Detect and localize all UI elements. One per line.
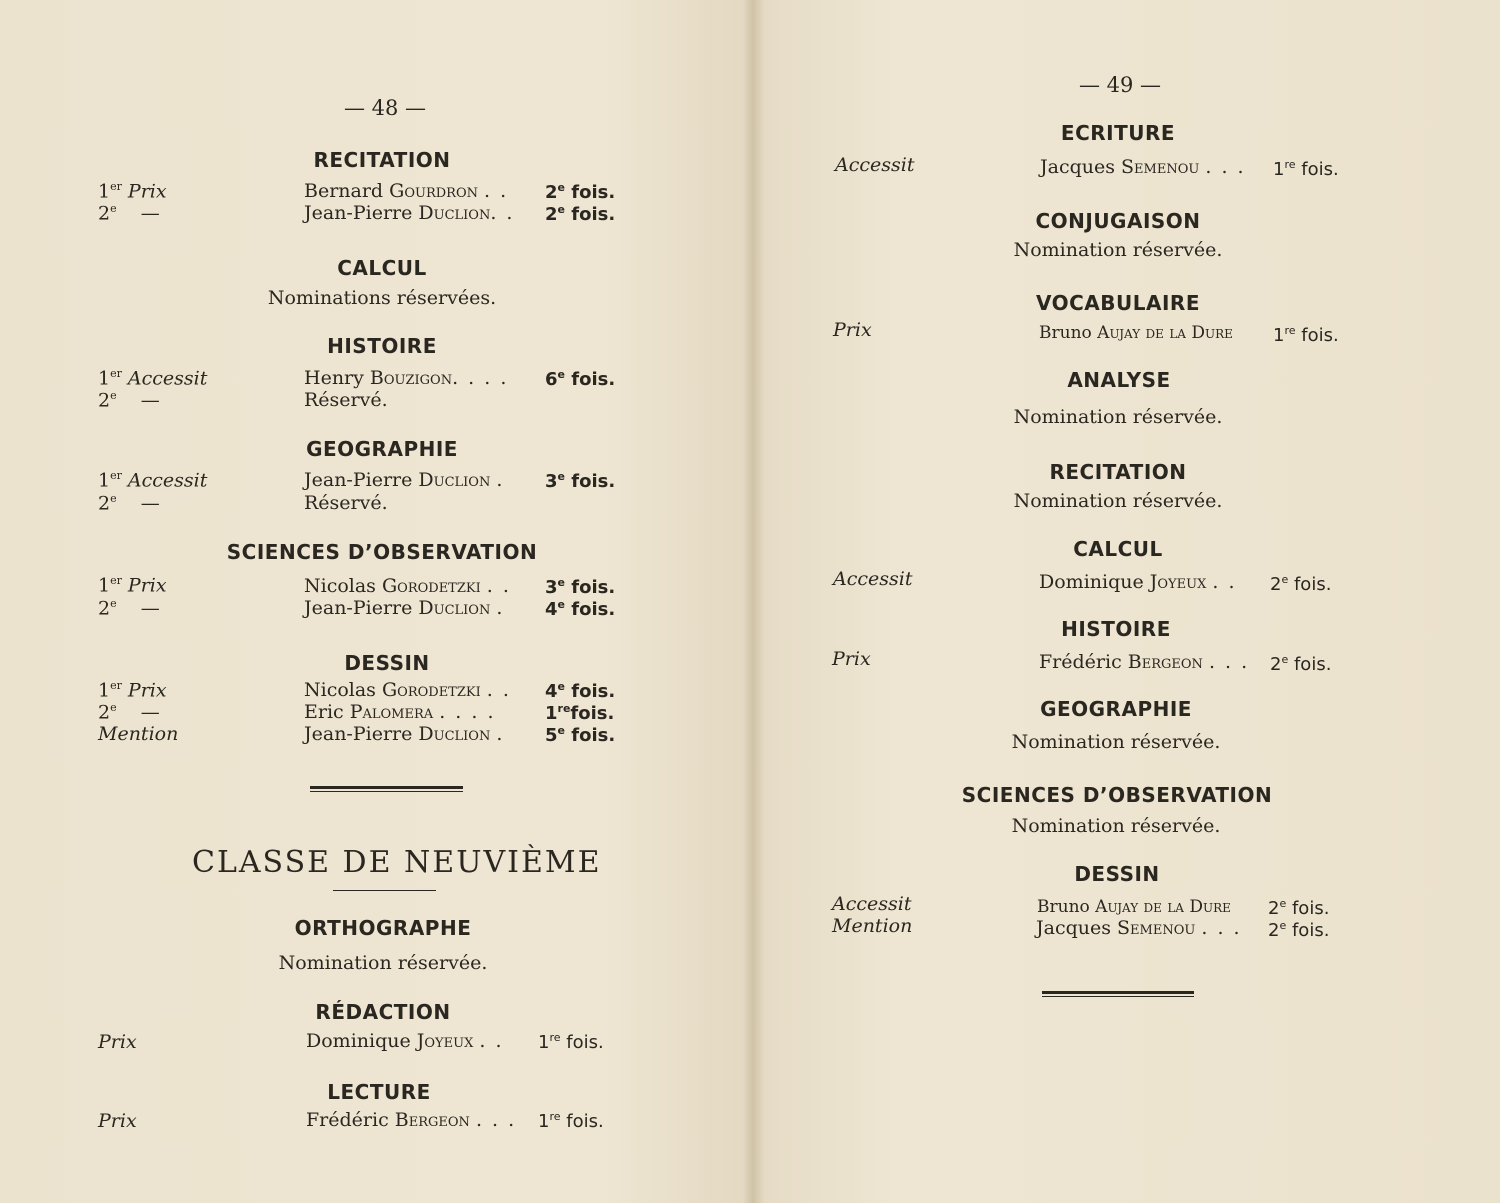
section-heading-calcul: CALCUL <box>337 256 427 280</box>
award-label: 1er Prix <box>98 679 167 702</box>
section-note: Nomination réservée. <box>278 952 488 974</box>
section-divider <box>1042 991 1194 997</box>
section-heading-sciences: SCIENCES D’OBSERVATION <box>961 783 1273 807</box>
laureate-name: Jean-Pierre Duclion . <box>304 469 505 491</box>
title-underline <box>333 890 436 891</box>
section-heading-lecture: LECTURE <box>327 1080 431 1104</box>
award-count: 1re fois. <box>1273 324 1339 346</box>
laureate-name: Jean-Pierre Duclion . <box>304 597 505 619</box>
award-label: 2e — <box>98 597 160 620</box>
laureate-name: Bernard Gourdron . . <box>304 180 509 202</box>
award-count: 4e fois. <box>545 680 616 702</box>
section-heading-conjugaison: CONJUGAISON <box>1035 209 1201 233</box>
section-heading-geographie: GEOGRAPHIE <box>306 437 458 461</box>
award-label: Prix <box>98 1110 137 1132</box>
section-heading-recitation: RECITATION <box>1049 460 1187 484</box>
award-count: 6e fois. <box>545 368 616 390</box>
section-heading-geographie: GEOGRAPHIE <box>1040 697 1192 721</box>
award-label: Mention <box>98 723 179 745</box>
award-label: Prix <box>98 1031 137 1053</box>
award-count: 5e fois. <box>545 724 616 746</box>
award-label: Accessit <box>835 154 915 176</box>
section-heading-redaction: RÉDACTION <box>315 1000 451 1024</box>
award-label: 1er Accessit <box>98 469 208 492</box>
class-title: CLASSE DE NEUVIÈME <box>192 845 602 880</box>
section-note: Nomination réservée. <box>1013 406 1223 428</box>
section-heading-recitation: RECITATION <box>313 148 451 172</box>
page-number: — 48 — <box>343 96 427 120</box>
award-label: 2e — <box>98 701 160 724</box>
award-label: 2e — <box>98 492 160 515</box>
award-count: 2e fois. <box>1270 573 1332 595</box>
laureate-name: Nicolas Gorodetzki . . <box>304 679 511 701</box>
laureate-name: Eric Palomera . . . . <box>304 701 496 723</box>
laureate-name: Frédéric Bergeon . . . <box>1039 651 1250 673</box>
award-label: Prix <box>833 319 872 341</box>
section-note: Nominations réservées. <box>267 287 497 309</box>
laureate-name: Bruno Aujay de la Dure <box>1037 897 1231 917</box>
award-count: 1refois. <box>545 702 615 724</box>
award-count: 2e fois. <box>1268 919 1330 941</box>
award-count: 1re fois. <box>1273 158 1339 180</box>
award-label: Accessit <box>833 568 913 590</box>
laureate-name: Réservé. <box>304 389 388 411</box>
award-label: 2e — <box>98 389 160 412</box>
award-count: 1re fois. <box>538 1031 604 1053</box>
section-divider <box>310 786 463 792</box>
right-page <box>760 0 1500 1203</box>
laureate-name: Réservé. <box>304 492 388 514</box>
award-label: Prix <box>832 648 871 670</box>
section-heading-orthographe: ORTHOGRAPHE <box>294 916 472 940</box>
award-label: 1er Prix <box>98 574 167 597</box>
laureate-name: Dominique Joyeux . . <box>1039 571 1237 593</box>
laureate-name: Frédéric Bergeon . . . <box>306 1109 517 1131</box>
award-label: 1er Accessit <box>98 367 208 390</box>
award-count: 3e fois. <box>545 470 616 492</box>
award-count: 1re fois. <box>538 1110 604 1132</box>
section-heading-sciences: SCIENCES D’OBSERVATION <box>226 540 538 564</box>
award-label: Accessit <box>832 893 912 915</box>
laureate-name: Dominique Joyeux . . <box>306 1030 504 1052</box>
section-note: Nomination réservée. <box>1011 731 1221 753</box>
page-number: — 49 — <box>1078 73 1162 97</box>
section-heading-vocabulaire: VOCABULAIRE <box>1036 291 1200 315</box>
section-note: Nomination réservée. <box>1013 239 1223 261</box>
section-heading-calcul: CALCUL <box>1073 537 1163 561</box>
award-label: Mention <box>832 915 913 937</box>
award-count: 2e fois. <box>1270 653 1332 675</box>
section-note: Nomination réservée. <box>1013 490 1223 512</box>
laureate-name: Jacques Semenou . . . <box>1036 917 1242 939</box>
award-label: 2e — <box>98 202 160 225</box>
section-heading-dessin: DESSIN <box>344 651 430 675</box>
laureate-name: Bruno Aujay de la Dure <box>1039 323 1233 343</box>
award-count: 2e fois. <box>545 203 616 225</box>
section-heading-histoire: HISTOIRE <box>327 334 437 358</box>
laureate-name: Nicolas Gorodetzki . . <box>304 575 511 597</box>
laureate-name: Jacques Semenou . . . <box>1040 156 1246 178</box>
section-heading-ecriture: ECRITURE <box>1060 121 1176 145</box>
section-heading-histoire: HISTOIRE <box>1061 617 1171 641</box>
laureate-name: Jean-Pierre Duclion. . <box>304 202 515 224</box>
award-label: 1er Prix <box>98 180 167 203</box>
laureate-name: Henry Bouzigon. . . . <box>304 367 509 389</box>
award-count: 3e fois. <box>545 576 616 598</box>
award-count: 2e fois. <box>1268 897 1330 919</box>
award-count: 4e fois. <box>545 598 616 620</box>
section-note: Nomination réservée. <box>1011 815 1221 837</box>
section-heading-dessin: DESSIN <box>1074 862 1160 886</box>
award-count: 2e fois. <box>545 181 616 203</box>
laureate-name: Jean-Pierre Duclion . <box>304 723 505 745</box>
section-heading-analyse: ANALYSE <box>1067 368 1171 392</box>
